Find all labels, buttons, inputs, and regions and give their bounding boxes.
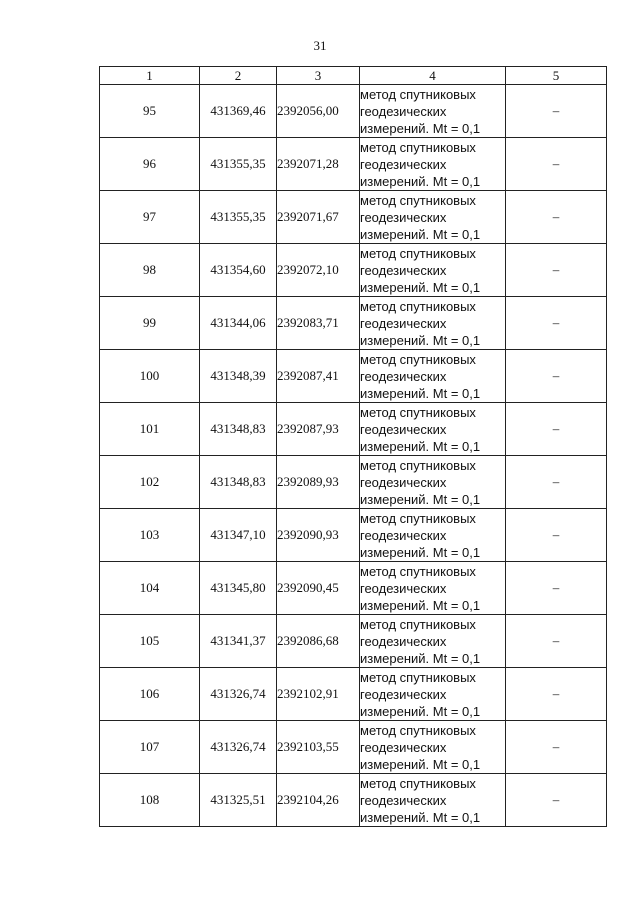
method-cell: метод спутниковых геодезических измерений. Mt = 0,1 — [360, 297, 506, 350]
x-coordinate-cell: 431348,83 — [200, 403, 277, 456]
method-cell: метод спутниковых геодезических измерений. Mt = 0,1 — [360, 138, 506, 191]
x-coordinate-cell: 431347,10 — [200, 509, 277, 562]
point-number-cell: 104 — [100, 562, 200, 615]
x-coordinate-cell: 431354,60 — [200, 244, 277, 297]
y-coordinate-cell: 2392071,67 — [277, 191, 360, 244]
table-row — [100, 721, 607, 774]
column-header: 3 — [277, 67, 360, 85]
point-number-cell: 101 — [100, 403, 200, 456]
x-coordinate-cell: 431348,83 — [200, 456, 277, 509]
note-cell: – — [506, 668, 607, 721]
method-cell: метод спутниковых геодезических измерений. Mt = 0,1 — [360, 85, 506, 138]
y-coordinate-cell: 2392090,93 — [277, 509, 360, 562]
x-coordinate-cell: 431325,51 — [200, 774, 277, 827]
y-coordinate-cell: 2392083,71 — [277, 297, 360, 350]
method-cell: метод спутниковых геодезических измерений. Mt = 0,1 — [360, 562, 506, 615]
point-number-cell: 102 — [100, 456, 200, 509]
method-cell: метод спутниковых геодезических измерений. Mt = 0,1 — [360, 774, 506, 827]
note-cell: – — [506, 297, 607, 350]
table-row — [100, 244, 607, 297]
point-number-cell: 103 — [100, 509, 200, 562]
method-cell: метод спутниковых геодезических измерений. Mt = 0,1 — [360, 721, 506, 774]
table-row — [100, 562, 607, 615]
y-coordinate-cell: 2392090,45 — [277, 562, 360, 615]
point-number-cell: 105 — [100, 615, 200, 668]
method-cell: метод спутниковых геодезических измерений. Mt = 0,1 — [360, 403, 506, 456]
table-header-row — [100, 67, 607, 85]
x-coordinate-cell: 431369,46 — [200, 85, 277, 138]
point-number-cell: 97 — [100, 191, 200, 244]
point-number-cell: 99 — [100, 297, 200, 350]
method-cell: метод спутниковых геодезических измерений. Mt = 0,1 — [360, 509, 506, 562]
point-number-cell: 96 — [100, 138, 200, 191]
note-cell: – — [506, 615, 607, 668]
point-number-cell: 108 — [100, 774, 200, 827]
table-row — [100, 668, 607, 721]
y-coordinate-cell: 2392102,91 — [277, 668, 360, 721]
note-cell: – — [506, 456, 607, 509]
y-coordinate-cell: 2392087,93 — [277, 403, 360, 456]
note-cell: – — [506, 191, 607, 244]
point-number-cell: 107 — [100, 721, 200, 774]
y-coordinate-cell: 2392089,93 — [277, 456, 360, 509]
table-body — [100, 85, 607, 827]
note-cell: – — [506, 562, 607, 615]
x-coordinate-cell: 431355,35 — [200, 191, 277, 244]
column-header: 4 — [360, 67, 506, 85]
y-coordinate-cell: 2392104,26 — [277, 774, 360, 827]
x-coordinate-cell: 431326,74 — [200, 721, 277, 774]
column-header: 5 — [506, 67, 607, 85]
x-coordinate-cell: 431326,74 — [200, 668, 277, 721]
table-row — [100, 615, 607, 668]
method-cell: метод спутниковых геодезических измерений. Mt = 0,1 — [360, 456, 506, 509]
method-cell: метод спутниковых геодезических измерений. Mt = 0,1 — [360, 668, 506, 721]
method-cell: метод спутниковых геодезических измерений. Mt = 0,1 — [360, 244, 506, 297]
y-coordinate-cell: 2392087,41 — [277, 350, 360, 403]
table-row — [100, 403, 607, 456]
note-cell: – — [506, 350, 607, 403]
y-coordinate-cell: 2392072,10 — [277, 244, 360, 297]
x-coordinate-cell: 431348,39 — [200, 350, 277, 403]
table-row — [100, 85, 607, 138]
y-coordinate-cell: 2392071,28 — [277, 138, 360, 191]
point-number-cell: 95 — [100, 85, 200, 138]
note-cell: – — [506, 774, 607, 827]
page-number: 31 — [313, 38, 327, 53]
point-number-cell: 98 — [100, 244, 200, 297]
x-coordinate-cell: 431355,35 — [200, 138, 277, 191]
column-header: 1 — [100, 67, 200, 85]
note-cell: – — [506, 509, 607, 562]
y-coordinate-cell: 2392103,55 — [277, 721, 360, 774]
x-coordinate-cell: 431341,37 — [200, 615, 277, 668]
y-coordinate-cell: 2392056,00 — [277, 85, 360, 138]
table-row — [100, 456, 607, 509]
method-cell: метод спутниковых геодезических измерений. Mt = 0,1 — [360, 615, 506, 668]
column-header: 2 — [200, 67, 277, 85]
table-row — [100, 191, 607, 244]
note-cell: – — [506, 721, 607, 774]
note-cell: – — [506, 244, 607, 297]
table-row — [100, 350, 607, 403]
note-cell: – — [506, 138, 607, 191]
table-row — [100, 509, 607, 562]
x-coordinate-cell: 431344,06 — [200, 297, 277, 350]
point-number-cell: 100 — [100, 350, 200, 403]
method-cell: метод спутниковых геодезических измерений. Mt = 0,1 — [360, 350, 506, 403]
y-coordinate-cell: 2392086,68 — [277, 615, 360, 668]
point-number-cell: 106 — [100, 668, 200, 721]
table-row — [100, 297, 607, 350]
note-cell: – — [506, 85, 607, 138]
table-row — [100, 774, 607, 827]
method-cell: метод спутниковых геодезических измерений. Mt = 0,1 — [360, 191, 506, 244]
x-coordinate-cell: 431345,80 — [200, 562, 277, 615]
table-row — [100, 138, 607, 191]
coordinates-table — [99, 66, 607, 827]
note-cell: – — [506, 403, 607, 456]
